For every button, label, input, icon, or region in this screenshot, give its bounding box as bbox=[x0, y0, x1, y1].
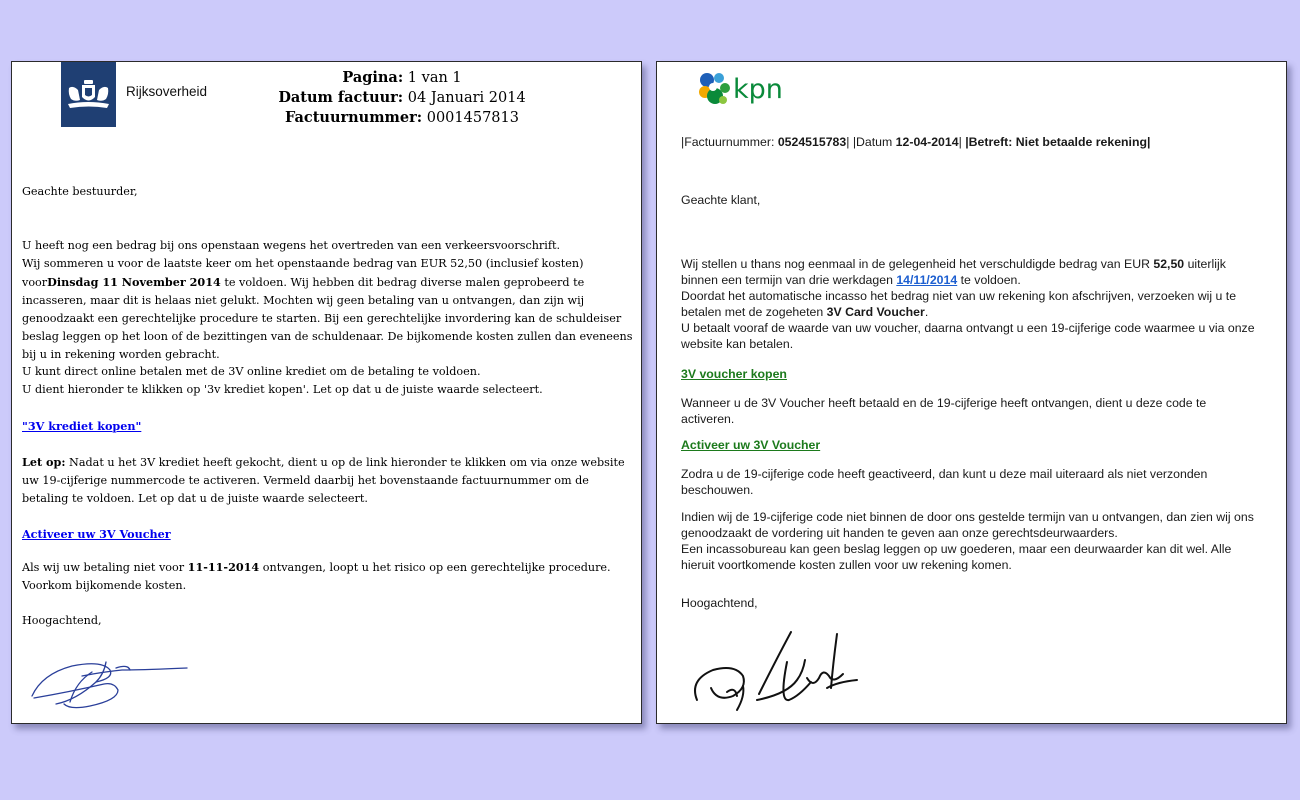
paragraph-3: Zodra u de 19-cijferige code heeft geactiveerd, dan kunt u deze mail uiteraard als niet verzonden beschouwen. bbox=[681, 467, 1208, 497]
page-number-line: Pagina: 1 van 1 bbox=[342, 69, 462, 86]
paragraph-2: U kunt direct online betalen met de 3V online krediet om de betaling te voldoen. U dient hieronder te klikken op '3v krediet kopen'. Let op dat u de juiste waarde selecteert. bbox=[22, 365, 543, 396]
paragraph-3: Let op: Nadat u het 3V krediet heeft gekocht, dient u op de link hieronder te klikken om via onze website uw 19-cijferige nummercode te activeren. Vermeld daarbij het bovenstaande factuurnummer om de betaling te voldoen. Let op dat u de juiste waarde selecteert. bbox=[22, 455, 625, 505]
paragraph-1: Wij stellen u thans nog eenmaal in de gelegenheid het verschuldigde bedrag van EUR 52,50 uiterlijk binnen een termijn van drie werkdagen 14/11/2014 te voldoen. Doordat het automatische incasso het bedrag niet van uw rekening kon afschrijven, verzoeken wij u te betalen met de zogeheten 3V Card Voucher. U betaalt vooraf de waarde van uw voucher, daarna ontvangt u een 19-cijferige code waarmee u via onze website kan betalen. bbox=[681, 257, 1255, 351]
invoice-date-line: Datum factuur: 04 Januari 2014 bbox=[278, 89, 526, 106]
signature-image bbox=[26, 646, 196, 711]
rijksoverheid-logo bbox=[61, 62, 116, 127]
krediet-kopen-link[interactable]: "3V krediet kopen" bbox=[22, 419, 142, 433]
kpn-logo-icon bbox=[697, 70, 733, 108]
salutation: Geachte bestuurder, bbox=[22, 185, 138, 198]
kpn-letter bbox=[656, 61, 1287, 724]
paragraph-1: U heeft nog een bedrag bij ons openstaan wegens het overtreden van een verkeersvoorschrift. Wij sommeren u voor de laatste keer om het openstaande bedrag van EUR 52,50 (inclusief kosten) voorDinsdag 11 November 2014 te voldoen. Wij hebben dit bedrag diverse malen geprobeerd te incasseren, maar dit is helaas niet gelukt. Mochten wij geen betaling van u ontvangen, dan zijn wij genoodzaakt een gerechtelijke procedure te starten. Bij een gerechtelijke invordering kan de schuldeiser beslag leggen op het loon of de bezittingen van de schuldenaar. De bijkomende kosten zullen dan eveneens bij u in rekening worden gebracht. bbox=[22, 239, 633, 361]
rijksoverheid-name: Rijksoverheid bbox=[126, 84, 208, 99]
signature-image bbox=[687, 622, 867, 717]
rijksoverheid-letter bbox=[11, 61, 642, 724]
paragraph-4: Als wij uw betaling niet voor 11-11-2014 ontvangen, loopt u het risico op een gerechtelijke procedure. Voorkom bijkomende kosten. bbox=[22, 560, 611, 592]
invoice-header bbox=[262, 68, 542, 128]
kpn-wordmark: kpn bbox=[733, 74, 783, 105]
salutation: Geachte klant, bbox=[681, 193, 761, 207]
invoice-meta-line: |Factuurnummer: 0524515783| |Datum 12-04-2014| |Betreft: Niet betaalde rekening| bbox=[681, 135, 1151, 149]
paragraph-4: Indien wij de 19-cijferige code niet binnen de door ons gestelde termijn van u ontvangen, dan zien wij ons genoodzaakt de vordering uit handen te geven aan onze gerechtsdeurwaarders. Een incassobureau kan geen beslag leggen op uw goederen, maar een deurwaarder kan dit wel. Alle hieruit voortkomende kosten zullen voor uw rekening komen. bbox=[681, 510, 1254, 572]
closing: Hoogachtend, bbox=[681, 596, 758, 610]
paragraph-2: Wanneer u de 3V Voucher heeft betaald en de 19-cijferige heeft ontvangen, dient u deze code te activeren. bbox=[681, 396, 1207, 426]
invoice-number-line: Factuurnummer: 0001457813 bbox=[284, 109, 519, 126]
deadline-date: 14/11/2014 bbox=[896, 273, 958, 287]
voucher-kopen-link[interactable]: 3V voucher kopen bbox=[681, 367, 787, 381]
activeer-voucher-link[interactable]: Activeer uw 3V Voucher bbox=[681, 438, 821, 452]
closing: Hoogachtend, bbox=[22, 614, 102, 627]
activeer-voucher-link[interactable]: Activeer uw 3V Voucher bbox=[22, 527, 171, 541]
coat-of-arms-icon bbox=[65, 78, 112, 112]
